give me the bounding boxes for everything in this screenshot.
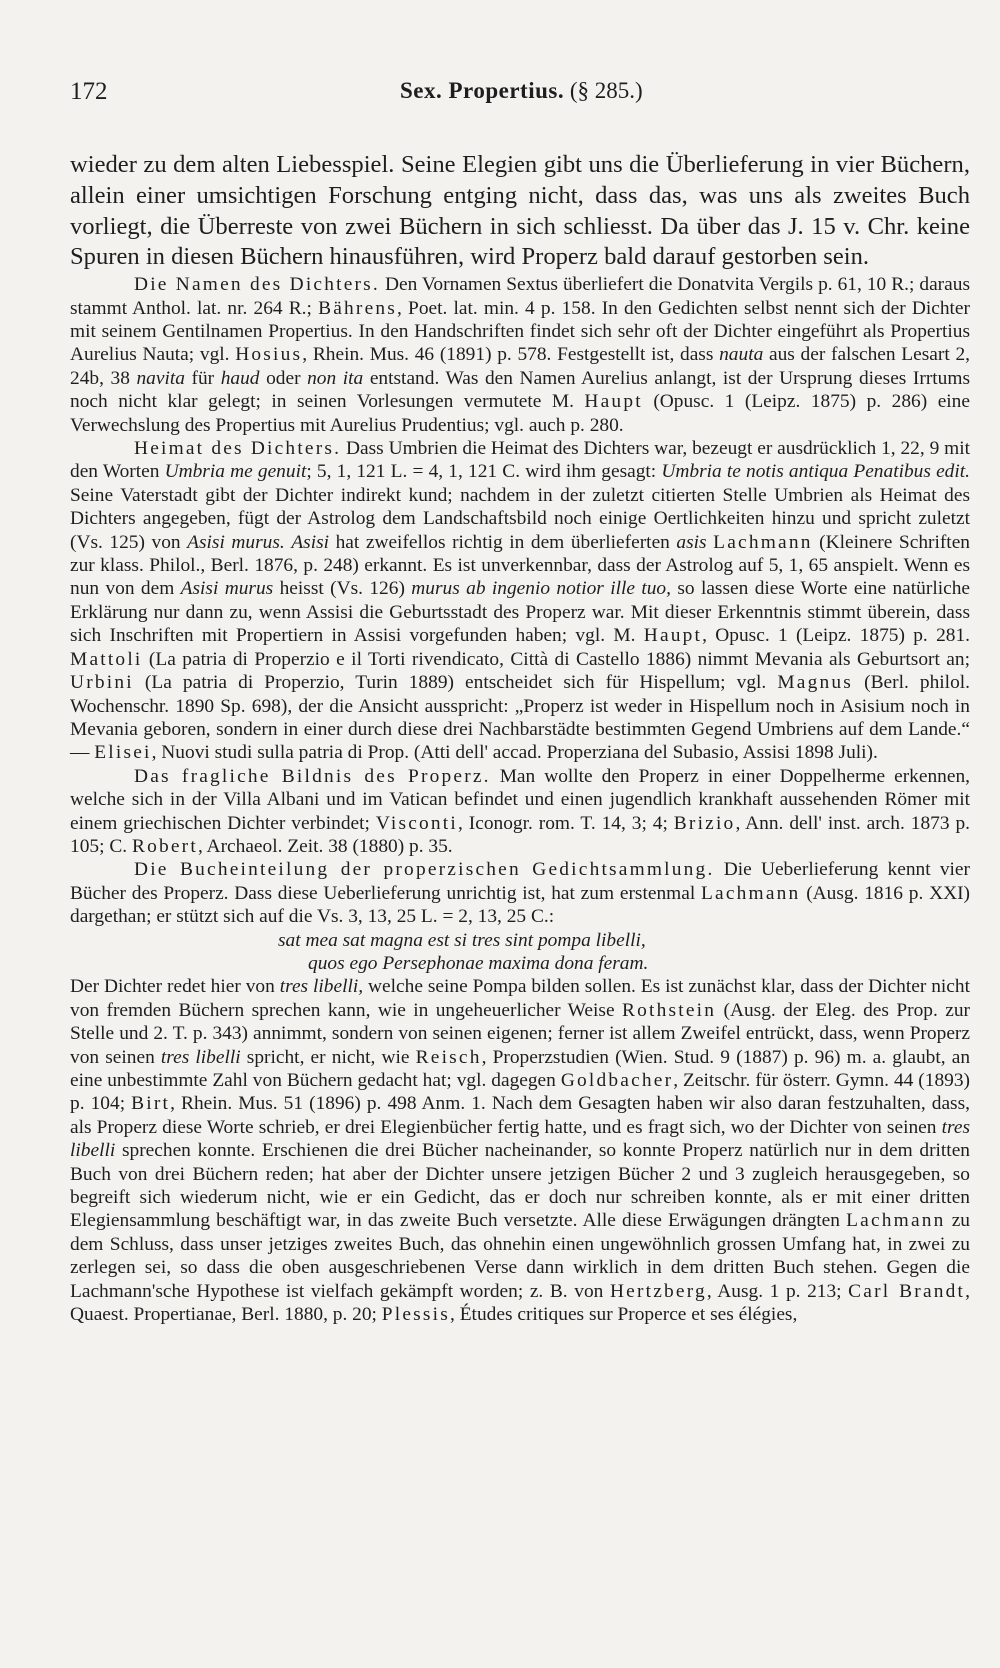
note-heading-names: Die Namen des Dichters.: [134, 274, 380, 296]
note-bildnis: Das fragliche Bildnis des Properz. Man wollte den Properz in einer Doppelherme erkennen, welche sich in der Villa Albani und im Vatican befindet und einen jugendlich krankhaft aussehenden Römer mit einem griechischen Dichter verbindet; Visconti, Iconogr. rom. T. 14, 3; 4; Brizio, Ann. dell' inst. arch. 1873 p. 105; C. Robert, Archaeol. Zeit. 38 (1880) p. 35.: [70, 765, 970, 857]
section-reference: (§ 285.): [569, 78, 643, 103]
intro-paragraph: wieder zu dem alten Liebesspiel. Seine Elegien gibt uns die Überlieferung in vier Büchern, allein einer umsichtigen Forschung entging nicht, dass das, was uns als zweites Buch vorliegt, die Überreste von zwei Büchern in sich schliesst. Da über das J. 15 v. Chr. keine Spuren in diesen Büchern hinausführen, wird Properz bald darauf gestorben sein.: [70, 151, 970, 271]
author-name: Sex. Propertius.: [400, 78, 565, 103]
verse-line-2: quos ego Persephonae maxima dona feram.: [308, 952, 649, 974]
note-bucheinteilung: Die Bucheinteilung der properzischen Gedichtsammlung. Die Ueberlieferung kennt vier Bücher des Properz. Dass diese Ueberlieferung unrichtig ist, hat zum erstenmal Lachmann (Ausg. 1816 p. XXI) dargethan; er stützt sich auf die Vs. 3, 13, 25 L. = 2, 13, 25 C.:: [70, 859, 970, 928]
verse-quote: [70, 929, 970, 976]
note-heimat: Heimat des Dichters. Dass Umbrien die Heimat des Dichters war, bezeugt er ausdrücklich 1, 22, 9 mit den Worten Umbria me genuit; 5, 1, 121 L. = 4, 1, 121 C. wird ihm gesagt: Umbria te notis antiqua Penatibus edit. Seine Vaterstadt gibt der Dichter indirekt kund; nachdem in der zuletzt citierten Stelle Umbrien als Heimat des Dichters angegeben, fügt der Astrolog dem Landschaftsbild noch einige Oertlichkeiten hinzu und spricht zuletzt (Vs. 125) von Asisi murus. Asisi hat zweifellos richtig in dem überlieferten asis Lachmann (Kleinere Schriften zur klass. Philol., Berl. 1876, p. 248) erkannt. Es ist unverkennbar, dass der Astrolog auf 5, 1, 65 anspielt. Wenn es nun von dem Asisi murus heisst (Vs. 126) murus ab ingenio notior ille tuo, so lassen diese Worte eine natürliche Erklärung nur dann zu, wenn Assisi die Geburtsstadt des Properz war. Mit dieser Erkenntnis stimmt überein, dass sich Inschriften mit Propertiern in Assisi vorgefunden haben; vgl. M. Haupt, Opusc. 1 (Leipz. 1875) p. 281. Mattoli (La patria di Properzio e il Torti rivendicato, Città di Castello 1886) nimmt Mevania als Geburtsort an; Urbini (La patria di Properzio, Turin 1889) entscheidet sich für Hispellum; vgl. Magnus (Berl. philol. Wochenschr. 1890 Sp. 698), der die Ansicht ausspricht: „Properz ist weder in Hispellum noch in Asisium noch in Mevania geboren, sondern in einer durch diese drei Nachbarstädte bestimmten Gegend Umbriens auf dem Lande.“ — Elisei, Nuovi studi sulla patria di Prop. (Atti dell' accad. Properziana del Subasio, Assisi 1898 Juli).: [70, 438, 971, 764]
page-number: 172: [70, 78, 108, 105]
note-heading-bucheinteilung: Die Bucheinteilung der properzischen Gedichtsammlung.: [134, 859, 715, 881]
note-heading-heimat: Heimat des Dichters.: [134, 438, 342, 460]
main-text: [70, 150, 970, 273]
note-names: Die Namen des Dichters. Den Vornamen Sextus überliefert die Donatvita Vergils p. 61, 10 R.; daraus stammt Anthol. lat. nr. 264 R.; Bährens, Poet. lat. min. 4 p. 158. In den Gedichten selbst nennt sich der Dichter mit seinem Gentilnamen Propertius. In den Handschriften findet sich sehr oft der Dichter eingeführt als Propertius Aurelius Nauta; vgl. Hosius, Rhein. Mus. 46 (1891) p. 578. Festgestellt ist, dass nauta aus der falschen Lesart 2, 24b, 38 navita für haud oder non ita entstand. Was den Namen Aurelius anlangt, ist der Ursprung dieses Irrtums noch nicht klar gelegt; in seinen Vorlesungen vermutete M. Haupt (Opusc. 1 (Leipz. 1875) p. 286) eine Verwechslung des Propertius mit Aurelius Prudentius; vgl. auch p. 280.: [70, 274, 971, 436]
running-title: [400, 78, 643, 104]
note-bucheinteilung-continued: Der Dichter redet hier von tres libelli, welche seine Pompa bilden sollen. Es ist zunächst klar, dass der Dichter nicht von fremden Büchern sprechen kann, wie in ungeheuerlicher Weise Rothstein (Ausg. der Eleg. des Prop. zur Stelle und 2. T. p. 343) annimmt, sondern von seinen eigenen; ferner ist allem Zweifel entrückt, dass, wenn Properz von seinen tres libelli spricht, er nicht, wie Reisch, Properzstudien (Wien. Stud. 9 (1887) p. 96) m. a. glaubt, an eine unbestimmte Zahl von Büchern gedacht hat; vgl. dagegen Goldbacher, Zeitschr. für österr. Gymn. 44 (1893) p. 104; Birt, Rhein. Mus. 51 (1896) p. 498 Anm. 1. Nach dem Gesagten haben wir also daran festzuhalten, dass, als Properz diese Worte schrieb, er drei Elegienbücher fertig hatte, und es fragt sich, wo der Dichter von seinen tres libelli sprechen konnte. Erschienen die drei Bücher nacheinander, so konnte Properz natürlich nur in dem dritten Buch von drei Büchern reden; hat aber der Dichter unsere jetzigen Bücher 2 und 3 zugleich herausgegeben, so begreift sich wiederum nicht, wie er ein Gedicht, das er doch nur schreiben konnte, als er mit einer dritten Elegiensammlung beschäftigt war, in das zweite Buch versetzte. Alle diese Erwägungen drängten Lachmann zu dem Schluss, dass unser jetziges zweites Buch, das ohnehin einen ungewöhnlich grossen Umfang hat, in zwei zu zerlegen sei, so dass die oben ausgeschriebenen Verse dann wirklich in dem dritten Buch stehen. Gegen die Lachmann'sche Hypothese ist vielfach gekämpft worden; z. B. von Hertzberg, Ausg. 1 p. 213; Carl Brandt, Quaest. Propertianae, Berl. 1880, p. 20; Plessis, Études critiques sur Properce et ses élégies,: [70, 976, 971, 1326]
verse-line-1: sat mea sat magna est si tres sint pompa libelli,: [278, 929, 646, 951]
note-heading-bildnis: Das fragliche Bildnis des Properz.: [134, 765, 491, 787]
notes-section: [70, 273, 970, 1326]
running-header: [70, 70, 970, 110]
